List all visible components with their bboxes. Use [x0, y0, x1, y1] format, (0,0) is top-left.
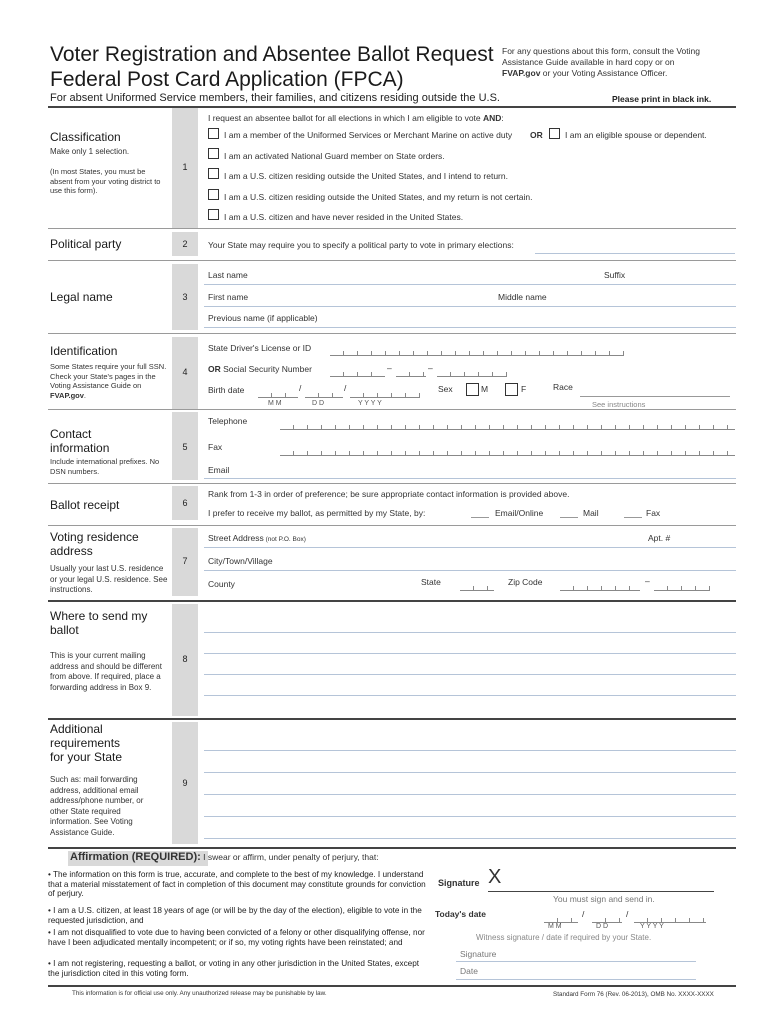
- rank-fax-input[interactable]: [624, 516, 642, 518]
- section-9-number: 9: [172, 722, 198, 844]
- additional-line-5[interactable]: [204, 837, 736, 839]
- state-label: State: [421, 577, 441, 587]
- additional-line-3[interactable]: [204, 793, 736, 795]
- section-7-number: 7: [172, 528, 198, 596]
- checkbox-citizen-return-uncertain[interactable]: [208, 189, 219, 200]
- street-address-label: Street Address (not P.O. Box): [208, 533, 306, 543]
- send-ballot-label: Where to send my ballot: [50, 609, 148, 637]
- birth-mm-hint: M M: [268, 400, 282, 407]
- county-label: County: [208, 579, 235, 589]
- affirm-bullet-4: • I am not registering, requesting a ballot, or voting in any other jurisdiction in the United States, except the jurisdiction cited in this voting form.: [48, 959, 420, 978]
- email-input[interactable]: [204, 477, 736, 479]
- rank-fax-label: Fax: [646, 508, 661, 518]
- ballot-rank-text: Rank from 1-3 in order of preference; be sure appropriate contact information is provided above.: [208, 489, 570, 499]
- zip-input[interactable]: [560, 581, 640, 591]
- state-input[interactable]: [460, 581, 494, 591]
- political-party-input[interactable]: [535, 252, 735, 254]
- race-label: Race: [553, 382, 573, 392]
- signature-input[interactable]: [488, 890, 714, 892]
- birth-year-input[interactable]: [350, 388, 420, 398]
- affirm-bullet-3: • I am not disqualified to vote due to having been convicted of a felony or other disqualifying offense, nor have I been adjudicated mentally incompetent; or if so, my voting rights have been reinstated; and: [48, 928, 425, 947]
- must-sign-note: You must sign and send in.: [553, 894, 655, 904]
- sex-female-checkbox[interactable]: [505, 383, 518, 396]
- voting-residence-note: Usually your last U.S. residence or your legal U.S. residence. See instructions.: [50, 564, 168, 594]
- middle-name-label: Middle name: [498, 292, 547, 302]
- footer-form-number: Standard Form 76 (Rev. 06-2013), OMB No. XXXX-XXXX: [553, 991, 714, 998]
- drivers-license-input[interactable]: [330, 346, 624, 356]
- identification-note: Some States require your full SSN. Check your State's pages in the Voting Assistance Guide on FVAP.gov.: [50, 362, 167, 400]
- city-input[interactable]: [204, 569, 736, 571]
- rank-email-input[interactable]: [471, 516, 489, 518]
- previous-name-input[interactable]: [204, 326, 736, 328]
- street-address-input[interactable]: [204, 546, 736, 548]
- contact-note: Include international prefixes. No DSN numbers.: [50, 457, 160, 476]
- affirm-bullet-2: • I am a U.S. citizen, at least 18 years of age (or will be by the day of the election), eligible to vote in the requested jurisdiction, and: [48, 906, 422, 925]
- ballot-prefer-text: I prefer to receive my ballot, as permitted by my State, by:: [208, 508, 426, 518]
- ssn-part-3[interactable]: [437, 367, 507, 377]
- witness-signature-input[interactable]: [456, 960, 696, 962]
- send-address-line-3[interactable]: [204, 673, 736, 675]
- ssn-part-1[interactable]: [330, 367, 385, 377]
- zip-plus4-input[interactable]: [654, 581, 710, 591]
- legal-name-label: Legal name: [50, 290, 113, 304]
- section-8-number: 8: [172, 604, 198, 716]
- additional-line-1[interactable]: [204, 749, 736, 751]
- checkbox-spouse-dependent[interactable]: [549, 128, 560, 139]
- classification-label: Classification: [50, 130, 121, 144]
- option-uniformed-services: I am a member of the Uniformed Services or Merchant Marine on active duty: [224, 130, 513, 140]
- additional-line-4[interactable]: [204, 815, 736, 817]
- header-info: For any questions about this form, consult the Voting Assistance Guide available in hard copy or on FVAP.gov or your Voting Assistance Officer.: [502, 46, 700, 78]
- option-citizen-intend-return: I am a U.S. citizen residing outside the United States, and I intend to return.: [224, 171, 508, 181]
- fax-input[interactable]: [280, 446, 735, 456]
- first-name-label: First name: [208, 292, 249, 302]
- birth-dd-hint: D D: [312, 400, 325, 407]
- sex-label: Sex: [438, 384, 453, 394]
- date-day-input[interactable]: [592, 913, 622, 923]
- header-divider: [48, 106, 736, 108]
- witness-date-input[interactable]: [456, 978, 696, 980]
- form-title: [50, 42, 494, 92]
- additional-line-2[interactable]: [204, 771, 736, 773]
- checkbox-citizen-intend-return[interactable]: [208, 168, 219, 179]
- birth-yyyy-hint: Y Y Y Y: [358, 400, 382, 407]
- city-label: City/Town/Village: [208, 556, 273, 566]
- zip-label: Zip Code: [508, 577, 543, 587]
- contact-label: Contact information: [50, 427, 110, 455]
- classification-absent-note: (In most States, you must be absent from your voting district to use this form).: [50, 167, 161, 195]
- signature-label: Signature: [438, 878, 480, 888]
- previous-name-label: Previous name (if applicable): [208, 313, 318, 323]
- ssn-part-2[interactable]: [396, 367, 426, 377]
- signature-x: X: [488, 866, 502, 888]
- option-national-guard: I am an activated National Guard member on State orders.: [224, 151, 445, 161]
- checkbox-uniformed-services[interactable]: [208, 128, 219, 139]
- form-subtitle: For absent Uniformed Service members, their families, and citizens residing outside the U.S.: [50, 92, 500, 104]
- section-4-number: 4: [172, 337, 198, 409]
- birth-day-input[interactable]: [305, 388, 343, 398]
- voting-residence-label: Voting residence address: [50, 530, 139, 558]
- political-party-label: Political party: [50, 237, 122, 251]
- section-3-number: 3: [172, 264, 198, 330]
- race-see-instructions: See instructions: [592, 400, 646, 409]
- todays-date-label: Today's date: [435, 909, 486, 919]
- race-input[interactable]: [580, 395, 730, 397]
- fax-label: Fax: [208, 442, 223, 452]
- additional-requirements-note: Such as: mail forwarding address, additional email address/phone number, or other State required information. See Voting Assistance Guide.: [50, 775, 144, 837]
- option-citizen-never-resided: I am a U.S. citizen and have never resided in the United States.: [224, 212, 464, 222]
- ballot-receipt-label: Ballot receipt: [50, 498, 120, 512]
- last-name-input[interactable]: [204, 283, 736, 285]
- first-name-input[interactable]: [204, 305, 736, 307]
- classification-note: Make only 1 selection.: [50, 147, 130, 156]
- rank-mail-label: Mail: [583, 508, 599, 518]
- apt-label: Apt. #: [648, 533, 671, 543]
- birth-date-label: Birth date: [208, 385, 245, 395]
- send-address-line-2[interactable]: [204, 652, 736, 654]
- sex-male-checkbox[interactable]: [466, 383, 479, 396]
- print-note: Please print in black ink.: [612, 94, 712, 104]
- section-2-number: 2: [172, 232, 198, 256]
- date-year-input[interactable]: [634, 913, 706, 923]
- title-line-2: Federal Post Card Application (FPCA): [50, 68, 404, 91]
- footer-official-use: This information is for official use only. Any unauthorized release may be punishable by law.: [72, 990, 327, 997]
- option-spouse-dependent: I am an eligible spouse or dependent.: [565, 130, 707, 140]
- date-month-input[interactable]: [544, 913, 578, 923]
- telephone-input[interactable]: [280, 420, 735, 430]
- sex-male-label: M: [481, 384, 489, 394]
- section-1-number: 1: [172, 108, 198, 228]
- affirm-bullet-1: • The information on this form is true, accurate, and complete to the best of my knowledge. I understand that a material misstatement of fact in completion of this document may constitute grounds for conviction of perjury.: [48, 870, 426, 898]
- section-6-number: 6: [172, 486, 198, 520]
- sex-female-label: F: [521, 384, 527, 394]
- witness-note: Witness signature / date if required by your State.: [476, 933, 652, 942]
- additional-requirements-label: Additional requirements for your State: [50, 722, 123, 764]
- checkbox-citizen-never-resided[interactable]: [208, 209, 219, 220]
- drivers-license-label: State Driver's License or ID: [208, 343, 312, 353]
- send-ballot-note: This is your current mailing address and should be different from above. If required, place a forwarding address in Box 9.: [50, 651, 162, 692]
- ssn-label: OR Social Security Number: [208, 364, 312, 374]
- political-party-text: Your State may require you to specify a political party to vote in primary elections:: [208, 240, 514, 250]
- send-address-line-1[interactable]: [204, 631, 736, 633]
- checkbox-national-guard[interactable]: [208, 148, 219, 159]
- email-label: Email: [208, 465, 230, 475]
- last-name-label: Last name: [208, 270, 248, 280]
- rank-email-label: Email/Online: [495, 508, 544, 518]
- option-citizen-return-uncertain: I am a U.S. citizen residing outside the United States, and my return is not certain.: [224, 192, 533, 202]
- or-label: OR: [530, 130, 543, 140]
- affirmation-heading: Affirmation (REQUIRED): I swear or affirm, under penalty of perjury, that:: [70, 851, 379, 863]
- witness-date-label: Date: [460, 966, 478, 976]
- telephone-label: Telephone: [208, 416, 248, 426]
- rank-mail-input[interactable]: [560, 516, 578, 518]
- identification-label: Identification: [50, 344, 118, 358]
- ballot-request-intro: I request an absentee ballot for all elections in which I am eligible to vote AND:: [208, 113, 504, 123]
- fvap-link[interactable]: FVAP.gov: [502, 68, 541, 78]
- send-address-line-4[interactable]: [204, 694, 736, 696]
- title-line-1: Voter Registration and Absentee Ballot Request: [50, 43, 494, 66]
- birth-month-input[interactable]: [258, 388, 298, 398]
- section-5-number: 5: [172, 412, 198, 480]
- witness-signature-label: Signature: [460, 949, 497, 959]
- suffix-label: Suffix: [604, 270, 626, 280]
